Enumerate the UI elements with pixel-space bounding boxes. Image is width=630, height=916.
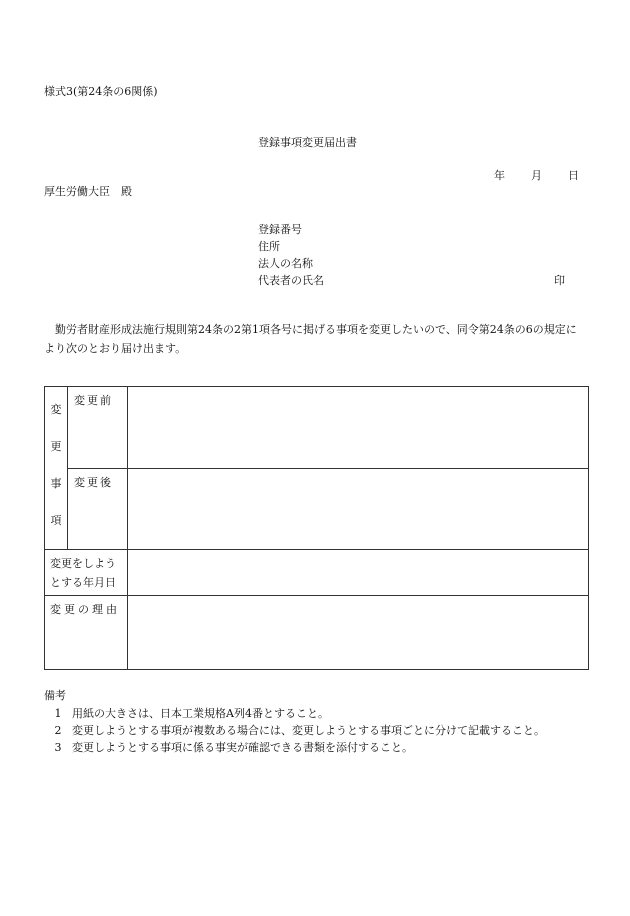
form-number: 様式3(第24条の6関係) [44,85,158,98]
note-item [44,705,545,722]
note-number: 3 [54,741,62,754]
after-change-field[interactable] [128,468,589,550]
applicant-field-representative-name [258,272,578,289]
document-title: 登録事項変更届出書 [258,136,357,149]
field-label: 法人の名称 [258,257,313,270]
reason-label: 変更の理由 [45,596,128,670]
field-label: 登録番号 [258,223,302,236]
after-change-label: 変更後 [68,468,128,550]
note-text: 用紙の大きさは、日本工業規格A列4番とすること。 [72,707,329,720]
note-item [44,739,545,756]
change-items-char: 更 [50,440,62,453]
date-line [494,170,579,181]
change-details-table [44,386,589,670]
field-label: 代表者の氏名 [258,274,324,287]
applicant-fields [258,221,578,289]
note-number: 2 [54,724,62,737]
applicant-field-corporate-name [258,255,578,272]
note-item [44,722,545,739]
date-year-label: 年 [494,169,505,182]
notes-section [44,690,545,756]
before-change-label: 変更前 [68,387,128,469]
note-text: 変更しようとする事項が複数ある場合には、変更しようとする事項ごとに分けて記載すること。 [72,724,545,737]
addressee: 厚生労働大臣 殿 [44,185,132,198]
planned-date-field[interactable] [128,550,589,596]
change-items-char: 項 [50,514,62,527]
applicant-field-address [258,238,578,255]
date-month-label: 月 [531,169,542,182]
planned-date-label-line: とする年月日 [50,576,116,589]
notes-heading: 備考 [44,689,66,702]
reason-field[interactable] [128,596,589,670]
field-label: 住所 [258,240,280,253]
before-change-field[interactable] [128,387,589,469]
change-items-char: 事 [50,477,62,490]
planned-date-label-line: 変更をしよう [50,557,116,570]
note-text: 変更しようとする事項に係る事実が確認できる書類を添付すること。 [72,741,413,754]
date-day-label: 日 [568,169,579,182]
body-paragraph: 勤労者財産形成法施行規則第24条の2第1項各号に掲げる事項を変更したいので、同令第24条の6の規定により次のとおり届け出ます。 [44,323,577,355]
seal-mark: 印 [554,274,565,287]
applicant-field-registration-number [258,221,578,238]
change-items-label [45,387,68,550]
planned-date-label [45,550,128,596]
change-items-char: 変 [50,403,62,416]
note-number: 1 [54,707,62,720]
